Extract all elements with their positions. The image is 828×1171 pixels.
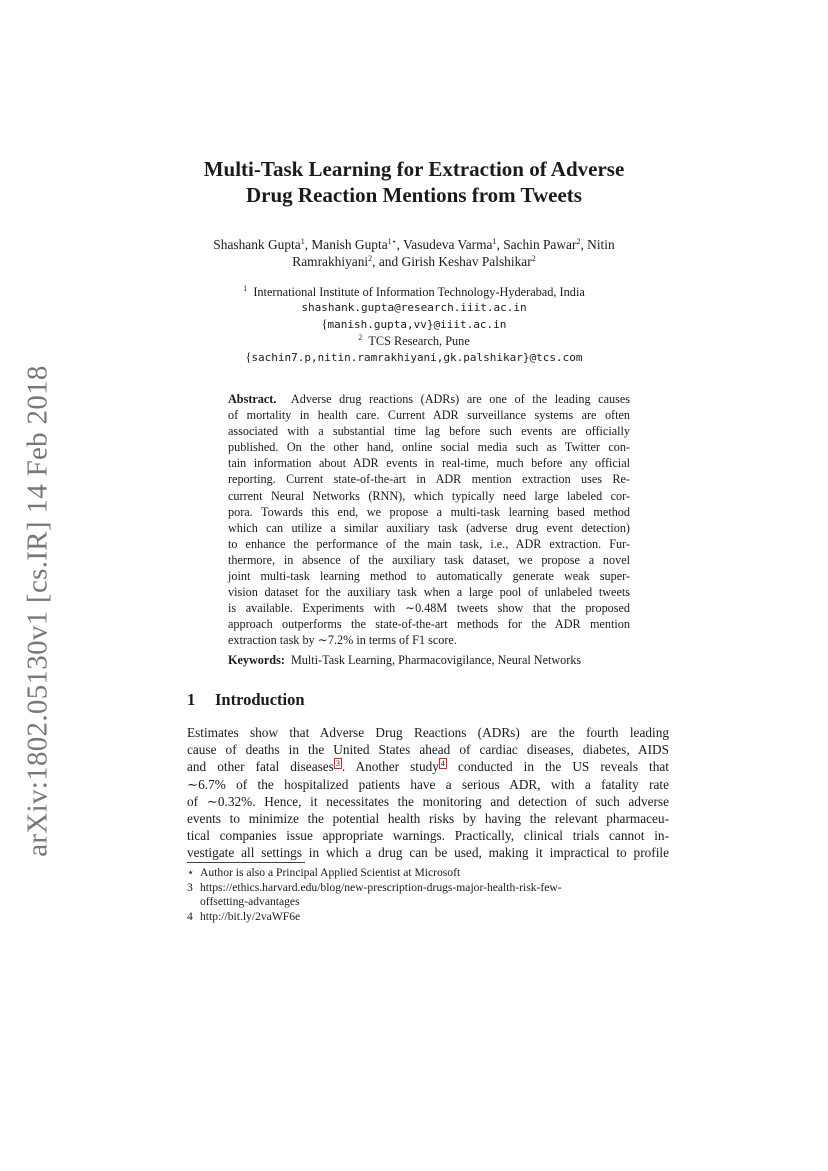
section-heading bbox=[187, 690, 305, 710]
institution-name: TCS Research, Pune bbox=[368, 334, 470, 348]
body-line: Estimates show that Adverse Drug Reactions (ADRs) are the fourth leading bbox=[187, 725, 669, 740]
keywords-text: Multi-Task Learning, Pharmacovigilance, Neural Networks bbox=[290, 653, 582, 667]
author-name: , Sachin Pawar bbox=[496, 237, 577, 252]
author-affiliation-mark: 1 bbox=[492, 237, 497, 246]
footnote-mark: 3 bbox=[187, 880, 193, 894]
brace: { bbox=[321, 317, 328, 331]
author-affiliation-mark: 2 bbox=[531, 254, 536, 263]
abstract-line: to enhance the performance of the main task, i.e., ADR extraction. Fur- bbox=[228, 536, 630, 551]
email-group[interactable] bbox=[150, 316, 678, 333]
body-line: tical companies issue appropriate warnings. Practically, clinical trials cannot in- bbox=[187, 828, 669, 844]
email-domain: }@tcs.com bbox=[522, 351, 583, 364]
arxiv-identifier-stamp: arXiv:1802.05130v1 [cs.IR] 14 Feb 2018 bbox=[21, 365, 54, 857]
abstract-line: is available. Experiments with ∼0.48M tweets show that the proposed bbox=[228, 601, 630, 616]
author-name: , Vasudeva Varma bbox=[396, 237, 493, 252]
footnote-link-3[interactable]: 3 bbox=[335, 759, 340, 769]
footnote-link-4[interactable]: 4 bbox=[440, 759, 445, 769]
author-name: , Manish Gupta bbox=[304, 237, 388, 252]
author-affiliation-mark: 2 bbox=[576, 237, 581, 246]
author-affiliation-mark: 1⋆ bbox=[387, 237, 397, 246]
paper-title bbox=[0, 156, 828, 208]
footnote-mark: ⋆ bbox=[187, 866, 195, 879]
footnote-url[interactable]: https://ethics.harvard.edu/blog/new-prescription-drugs-major-health-risk-few- bbox=[200, 880, 562, 894]
abstract-line: published. On the other hand, online social media such as Twitter con- bbox=[228, 440, 630, 455]
keywords-label: Keywords: bbox=[228, 653, 285, 667]
body-line: ∼6.7% of the hospitalized patients have a serious ADR, with a fatality rate bbox=[187, 776, 669, 792]
author-name: , Nitin bbox=[580, 237, 615, 252]
footnote-3 bbox=[187, 881, 657, 896]
abstract-label: Abstract. bbox=[228, 392, 277, 406]
abstract-line: joint multi-task learning method to automatically generate weak super- bbox=[228, 569, 630, 584]
abstract bbox=[228, 391, 630, 649]
body-line: of ∼0.32%. Hence, it necessitates the monitoring and detection of such adverse bbox=[187, 793, 669, 809]
affiliation-1 bbox=[150, 284, 678, 300]
section-title: Introduction bbox=[215, 690, 305, 709]
email-usernames: manish.gupta,vv bbox=[327, 318, 427, 331]
abstract-line: reporting. Current state-of-the-art in ADR mention extraction uses Re- bbox=[228, 472, 630, 487]
footnotes bbox=[187, 866, 657, 924]
abstract-line: extraction task by ∼7.2% in terms of F1 score. bbox=[228, 633, 457, 648]
abstract-line: tain information about ADR events in real-time, much before any official bbox=[228, 456, 630, 471]
body-line: and other fatal diseases $^3$ . Another study $^4$ conducted in the US reveals that bbox=[187, 759, 669, 775]
title-line-2: Drug Reaction Mentions from Tweets bbox=[246, 183, 582, 207]
abstract-line: pora. Towards this end, we propose a multi-task learning based method bbox=[228, 504, 630, 519]
email-domain: }@iiit.ac.in bbox=[426, 318, 507, 331]
introduction-paragraph bbox=[187, 724, 669, 862]
body-line: vestigate all settings in which a drug can be used, making it impractical to profile bbox=[187, 845, 669, 861]
abstract-line: which can utilize a similar auxiliary task (adverse drug event detection) bbox=[228, 520, 630, 535]
keywords bbox=[228, 652, 648, 668]
author-list bbox=[140, 236, 688, 270]
footnote-rule bbox=[187, 862, 305, 863]
title-line-1: Multi-Task Learning for Extraction of Adverse bbox=[203, 157, 625, 181]
author-name: Ramrakhiyani bbox=[292, 254, 369, 269]
abstract-line: associated with a substantial time lag before such events are officially bbox=[228, 424, 630, 439]
author-affiliation-mark: 1 bbox=[300, 237, 305, 246]
abstract-line: vision dataset for the auxiliary task when a large pool of unlabeled tweets bbox=[228, 585, 630, 600]
affiliation-mark: 1 bbox=[243, 284, 248, 293]
abstract-line: approach outperforms the state-of-the-art methods for the ADR mention bbox=[228, 617, 630, 632]
author-name: Shashank Gupta bbox=[213, 237, 301, 252]
institution-name: International Institute of Information Technology-Hyderabad, India bbox=[253, 285, 585, 299]
footnote-url[interactable]: http://bit.ly/2vaWF6e bbox=[200, 909, 301, 923]
email-group[interactable] bbox=[150, 349, 678, 366]
affiliation-2 bbox=[150, 333, 678, 349]
affiliations bbox=[150, 284, 678, 366]
footnote-4 bbox=[187, 910, 657, 925]
abstract-line: of mortality in health care. Current ADR surveillance systems are often bbox=[228, 408, 630, 423]
email-usernames: sachin7.p,nitin.ramrakhiyani,gk.palshikar bbox=[251, 351, 523, 364]
abstract-line: thermore, in absence of the auxiliary task dataset, we propose a novel bbox=[228, 552, 630, 567]
email-address[interactable]: shashank.gupta@research.iiit.ac.in bbox=[301, 301, 527, 314]
footnote-url-continued[interactable]: offsetting-advantages bbox=[200, 895, 300, 909]
body-line: cause of deaths in the United States ahead of cardiac diseases, diabetes, AIDS bbox=[187, 742, 669, 758]
affiliation-mark: 2 bbox=[358, 333, 363, 342]
author-name: , and Girish Keshav Palshikar bbox=[372, 254, 532, 269]
brace: { bbox=[245, 350, 252, 364]
section-number: 1 bbox=[187, 690, 196, 709]
footnote-mark: 4 bbox=[187, 909, 193, 923]
abstract-line: Abstract. Adverse drug reactions (ADRs) are one of the leading causes bbox=[228, 392, 630, 406]
author-affiliation-mark: 2 bbox=[368, 254, 373, 263]
abstract-line: current Neural Networks (RNN), which typically need large labeled cor- bbox=[228, 488, 630, 503]
footnote-author: ⋆ Author is also a Principal Applied Scientist at Microsoft bbox=[187, 866, 461, 879]
body-line: events to minimize the potential health risks by having the relevant pharmaceu- bbox=[187, 811, 669, 827]
